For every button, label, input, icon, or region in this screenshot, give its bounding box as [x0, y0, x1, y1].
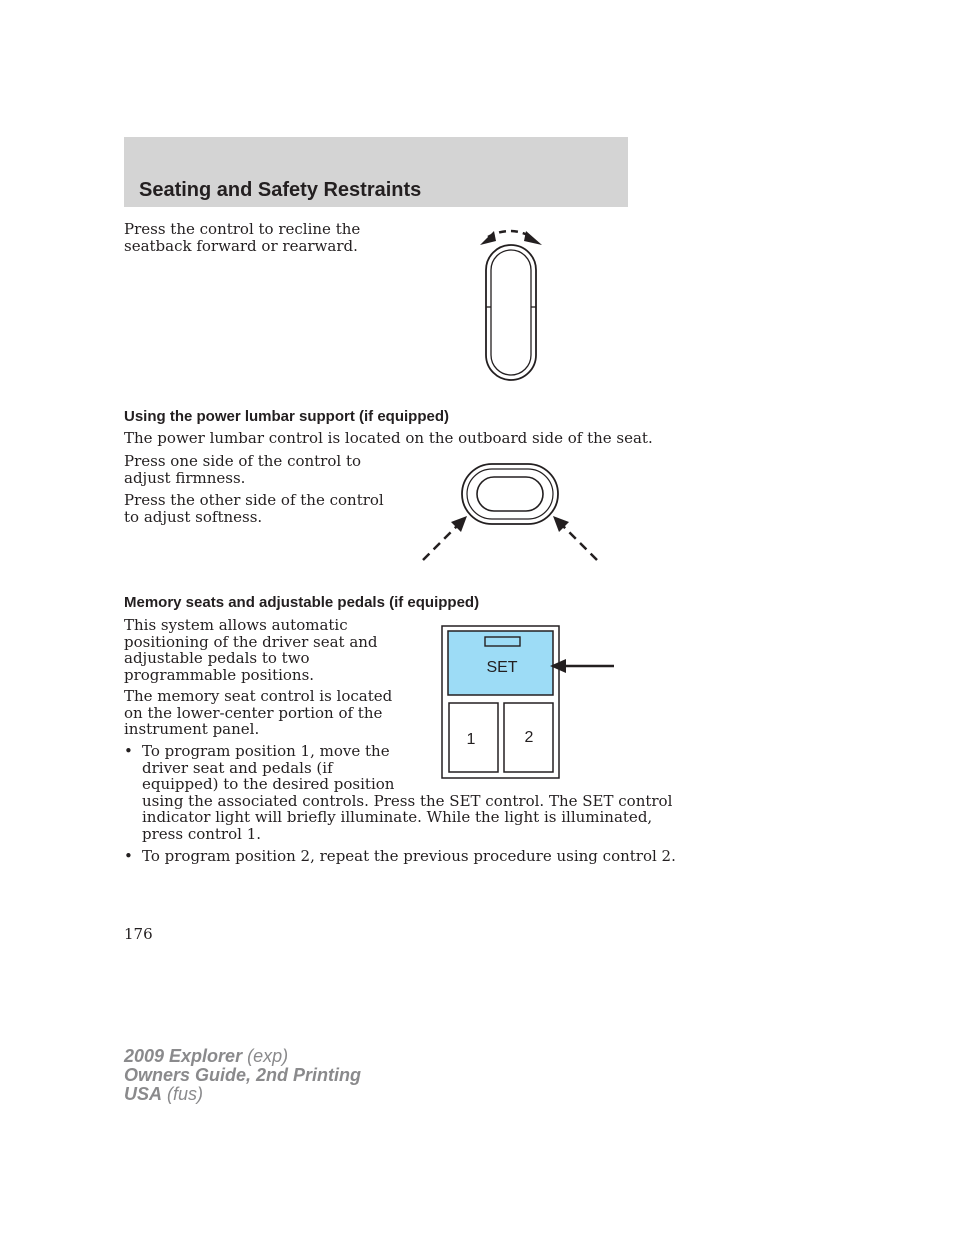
memory-bullet2: To program position 2, repeat the previous procedure using control 2. [142, 847, 676, 865]
set-indicator-light [485, 637, 520, 646]
memory-bullet1-line: indicator light will briefly illuminate. While the light is illuminated, [142, 808, 653, 826]
memory-bullet1-line: driver seat and pedals (if [142, 758, 333, 777]
memory-para1 [124, 617, 378, 683]
footer-model: 2009 Explorer [124, 1046, 243, 1066]
footer-line2 [124, 1066, 361, 1085]
recline-arrowhead-right-icon [524, 231, 542, 245]
memory-button-2-label: 2 [524, 729, 534, 746]
memory-para2 [124, 688, 392, 738]
recline-text-line2: seatback forward or rearward. [124, 236, 358, 255]
recline-text [124, 221, 360, 254]
lumbar-firm-line1: Press one side of the control to [124, 452, 362, 470]
set-button-label: SET [486, 659, 518, 676]
memory-para1-line: This system allows automatic [124, 616, 348, 634]
lumbar-arrow-left-icon [423, 524, 459, 560]
lumbar-heading: Using the power lumbar support (if equipped) [124, 408, 449, 425]
lumbar-firm-line2: adjust firmness. [124, 468, 246, 487]
lumbar-arrowhead-right-icon [553, 516, 569, 532]
bullet-marker: • [124, 847, 133, 865]
memory-para2-line: The memory seat control is located [124, 687, 393, 705]
lumbar-soft-line1: Press the other side of the control [124, 491, 384, 509]
footer-model-code: (exp) [247, 1046, 289, 1066]
memory-para1-line: positioning of the driver seat and [124, 632, 378, 651]
recline-switch-outer [486, 245, 536, 380]
footer-line1 [124, 1047, 361, 1066]
lumbar-soft-text [124, 492, 384, 525]
bullet-marker: • [124, 742, 133, 760]
footer-market: USA [124, 1084, 163, 1104]
memory-bullet1-line: equipped) to the desired position [142, 775, 395, 793]
recline-arrowhead-left-icon [480, 231, 496, 245]
memory-bullet1-line: using the associated controls. Press the SET control. The SET control [142, 791, 673, 810]
lumbar-control-figure [415, 460, 605, 570]
document-footer [124, 1047, 361, 1104]
memory-heading: Memory seats and adjustable pedals (if equipped) [124, 594, 480, 611]
memory-control-figure [440, 624, 620, 781]
lumbar-soft-line2: to adjust softness. [124, 507, 263, 526]
footer-line3 [124, 1085, 361, 1104]
lumbar-firm-text [124, 453, 361, 486]
footer-guide: Owners Guide, 2nd Printing [124, 1065, 362, 1085]
memory-para1-line: programmable positions. [124, 665, 315, 684]
memory-para2-line: on the lower-center portion of the [124, 703, 383, 722]
memory-button-1-label: 1 [466, 731, 476, 748]
memory-bullet1-line: press control 1. [142, 824, 262, 843]
memory-bullet1-line: To program position 1, move the [142, 742, 390, 760]
page-number: 176 [124, 925, 153, 943]
footer-market-code: (fus) [167, 1084, 204, 1104]
lumbar-arrow-right-icon [561, 524, 597, 560]
memory-para1-line: adjustable pedals to two [124, 649, 310, 667]
section-header [124, 137, 628, 207]
lumbar-intro: The power lumbar control is located on the outboard side of the seat. [124, 429, 653, 447]
recline-control-figure [470, 225, 555, 390]
section-title: Seating and Safety Restraints [139, 179, 422, 201]
recline-text-line1: Press the control to recline the [124, 220, 361, 238]
lumbar-arrowhead-left-icon [451, 516, 467, 532]
memory-para2-line: instrument panel. [124, 720, 260, 738]
